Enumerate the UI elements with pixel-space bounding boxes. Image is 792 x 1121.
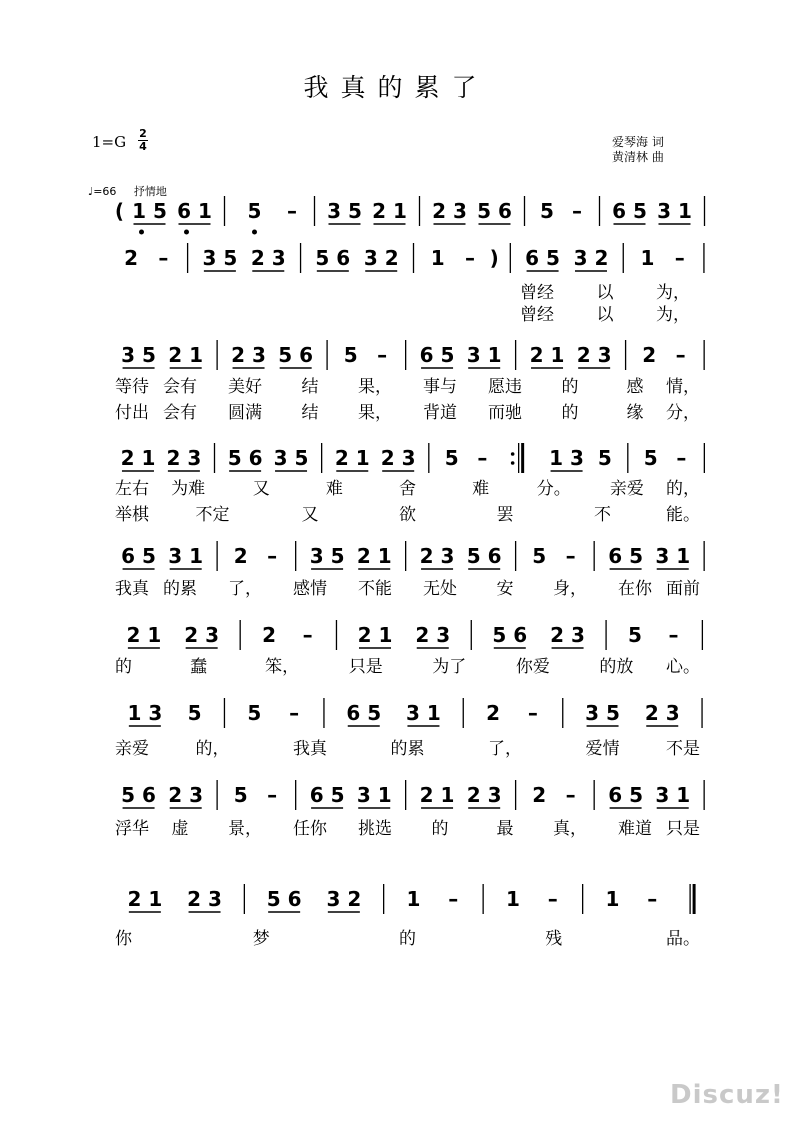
note-group: 6 1 xyxy=(177,199,212,223)
note-group: 1 xyxy=(430,246,445,270)
note-group: 2 3 xyxy=(419,544,455,568)
lyric-word: 不能 xyxy=(358,579,392,599)
lyric-word: 为了 xyxy=(432,657,467,677)
lyric-word: 品。 xyxy=(666,929,700,949)
note-group: 2 1 xyxy=(334,446,370,470)
lyric-word: 在你 xyxy=(618,579,652,599)
lyric-word: 残 xyxy=(545,929,563,949)
note-group: 1 xyxy=(406,887,421,911)
lyric-word: 心。 xyxy=(666,657,700,677)
note-group: 3 1 xyxy=(168,544,204,568)
lyric-word: 身， xyxy=(553,579,587,599)
note-group: 5 xyxy=(343,343,358,367)
note-group: 2 1 xyxy=(419,783,455,807)
lyric-word: 我真 xyxy=(293,739,327,759)
lyric-word: 结 xyxy=(301,403,319,423)
note-group: 6 5 xyxy=(608,544,643,568)
note-group: – xyxy=(287,199,297,223)
lyric-word: 无处 xyxy=(423,579,457,599)
note-group: 2 1 xyxy=(372,199,407,223)
lower-octave-dot xyxy=(252,230,257,235)
note-group: 2 xyxy=(262,623,277,647)
note-group: 3 5 xyxy=(309,544,345,568)
note-group: 2 1 xyxy=(127,887,163,911)
lyric-word: 而驰 xyxy=(488,403,522,423)
lyric-word: 的， xyxy=(666,479,700,499)
note-group: 5 6 xyxy=(266,887,302,911)
lyric-word: 安 xyxy=(496,579,514,599)
lower-octave-dot xyxy=(139,230,144,235)
note-group: 6 5 xyxy=(608,783,643,807)
lyricist-credit: 爱琴海 词 xyxy=(612,135,664,149)
lyric-word: 的放 xyxy=(599,657,634,677)
note-group: 1 xyxy=(640,246,655,270)
lyric-word: 了， xyxy=(488,739,522,759)
lyric-word: 的 xyxy=(431,819,449,839)
key-signature: 1=G xyxy=(92,133,127,151)
note-group: 5 6 xyxy=(227,446,263,470)
note-group: 3 2 xyxy=(326,887,362,911)
lyric-word: 愿违 xyxy=(488,377,522,397)
note-group: 6 5 xyxy=(612,199,647,223)
note-group: – xyxy=(565,783,576,807)
lyric-word: 不定 xyxy=(195,505,230,525)
lyric-word: 感情 xyxy=(293,579,327,599)
note-group: 3 1 xyxy=(655,544,691,568)
note-group: 5 xyxy=(187,701,202,725)
lyric-word: 任你 xyxy=(293,819,327,839)
note-group: 6 5 xyxy=(309,783,345,807)
note-group: – xyxy=(547,887,558,911)
note-group: 2 3 xyxy=(415,623,451,647)
lyric-word: 付出 xyxy=(115,403,149,423)
note-group: 3 1 xyxy=(655,783,691,807)
note-group: 2 3 xyxy=(380,446,416,470)
lyric-word: 分， xyxy=(666,403,700,423)
note-group: – xyxy=(302,623,313,647)
note-group: 3 5 xyxy=(327,199,362,223)
note-group: – xyxy=(565,544,576,568)
lyric-word: 曾经 xyxy=(520,305,554,325)
lyric-word: 左右 xyxy=(115,479,149,499)
lyric-word: 分。 xyxy=(536,479,571,499)
tempo-expression: 抒情地 xyxy=(133,185,167,198)
note-group: 5 6 xyxy=(477,199,512,223)
note-group: 2 3 xyxy=(184,623,220,647)
note-group: 5 6 xyxy=(466,544,502,568)
note-group: 5 xyxy=(597,446,612,470)
lyric-word: 为， xyxy=(656,283,690,303)
lyric-word: 会有 xyxy=(163,377,197,397)
note-group: 1 3 xyxy=(127,701,163,725)
lyric-word: 美好 xyxy=(228,377,262,397)
lyric-word: 果， xyxy=(358,377,392,397)
note-group: 3 5 xyxy=(585,701,620,725)
lyric-word: 的 xyxy=(561,403,579,423)
lyric-word: 难 xyxy=(325,479,343,499)
note-group: – xyxy=(676,446,687,470)
note-group: 1 xyxy=(506,887,520,911)
note-group: 1 xyxy=(605,887,620,911)
note-group: 2 xyxy=(486,701,501,725)
open-paren: ( xyxy=(114,199,125,223)
lyric-word: 最 xyxy=(496,819,514,839)
note-group: 5 xyxy=(628,623,642,647)
note-group: 2 1 xyxy=(356,544,392,568)
tempo-bpm: ♩=66 xyxy=(88,185,117,198)
lyric-word: 又 xyxy=(252,479,270,499)
note-group: 5 xyxy=(540,199,554,223)
lyric-word: 亲爱 xyxy=(115,739,149,759)
note-group: 5 6 xyxy=(315,246,351,270)
lyric-word: 你爱 xyxy=(515,657,550,677)
note-group: 6 5 xyxy=(525,246,560,270)
lower-octave-dot xyxy=(184,230,189,235)
note-group: 2 3 xyxy=(466,783,502,807)
note-group: 2 xyxy=(642,343,657,367)
lyric-word: 又 xyxy=(301,505,319,525)
note-group: 3 5 xyxy=(273,446,309,470)
lyric-word: 罢 xyxy=(496,505,514,525)
note-group: 2 1 xyxy=(357,623,393,647)
lyric-word: 果， xyxy=(358,403,392,423)
note-group: 2 xyxy=(124,246,139,270)
note-group: 6 5 xyxy=(419,343,455,367)
note-group: 2 3 xyxy=(187,887,222,911)
note-group: 2 1 xyxy=(126,623,162,647)
note-group: – xyxy=(267,783,278,807)
note-group: 3 1 xyxy=(466,343,502,367)
note-group: 2 3 xyxy=(231,343,266,367)
lyric-word: 背道 xyxy=(423,403,457,423)
note-group: – xyxy=(464,246,475,270)
note-group: 2 3 xyxy=(432,199,467,223)
note-group: 5 6 xyxy=(121,783,156,807)
note-group: – xyxy=(668,623,679,647)
lyric-word: 的累 xyxy=(390,739,425,759)
lyric-word: 为难 xyxy=(171,479,206,499)
lyric-word: 浮华 xyxy=(115,819,149,839)
lyric-word: 爱情 xyxy=(585,739,620,759)
lyric-word: 难 xyxy=(472,479,490,499)
lyric-word: 为， xyxy=(656,305,690,325)
note-group: – xyxy=(158,246,169,270)
note-group: 5 xyxy=(247,701,262,725)
lyric-word: 虚 xyxy=(171,819,189,839)
lyric-word: 会有 xyxy=(163,403,197,423)
note-group: – xyxy=(448,887,459,911)
note-group: – xyxy=(377,343,388,367)
note-group: – xyxy=(267,544,278,568)
note-group: – xyxy=(477,446,488,470)
note-group: 2 1 xyxy=(168,343,204,367)
repeat-dot xyxy=(511,452,515,456)
lyric-word: 舍 xyxy=(399,479,416,499)
lyric-word: 能。 xyxy=(666,505,700,525)
note-group: 5 6 xyxy=(492,623,528,647)
lyric-word: 只是 xyxy=(666,819,700,839)
lyric-word: 圆满 xyxy=(228,403,262,423)
note-group: 3 2 xyxy=(573,246,609,270)
lyric-word: 感 xyxy=(626,377,644,397)
lyric-word: 不 xyxy=(594,505,611,525)
note-group: 5 6 xyxy=(278,343,314,367)
song-title: 我真的累了 xyxy=(303,73,489,102)
note-group: 3 1 xyxy=(406,701,441,725)
lyric-word: 亲爱 xyxy=(609,479,644,499)
lyric-word: 曾经 xyxy=(520,283,554,303)
lyric-word: 的 xyxy=(115,657,132,677)
note-group: 2 xyxy=(532,783,547,807)
note-group: 2 1 xyxy=(120,446,156,470)
lyric-word: 挑选 xyxy=(358,819,392,839)
note-group: 2 3 xyxy=(550,623,585,647)
close-paren: ) xyxy=(489,246,499,270)
lyric-word: 以 xyxy=(596,305,614,325)
lyric-word: 梦 xyxy=(252,929,270,949)
note-group: 2 1 xyxy=(529,343,565,367)
lyric-word: 事与 xyxy=(423,377,457,397)
note-group: 1 3 xyxy=(549,446,584,470)
lyric-word: 景， xyxy=(228,819,262,839)
time-signature-top: 2 xyxy=(139,127,147,140)
note-group: – xyxy=(572,199,582,223)
lyric-word: 不是 xyxy=(666,739,700,759)
note-group: 2 3 xyxy=(168,783,204,807)
note-group: – xyxy=(675,343,686,367)
lyric-word: 只是 xyxy=(348,657,383,677)
lyric-word: 了， xyxy=(228,579,262,599)
note-group: 3 2 xyxy=(363,246,399,270)
lyric-word: 蠢 xyxy=(190,657,208,677)
lyric-word: 的 xyxy=(399,929,416,949)
lyric-word: 我真 xyxy=(115,579,149,599)
lyric-word: 欲 xyxy=(399,505,416,525)
lyric-word: 的， xyxy=(195,739,230,759)
note-group: 6 5 xyxy=(121,544,156,568)
note-group: 3 5 xyxy=(121,343,156,367)
note-group: 6 5 xyxy=(346,701,382,725)
note-group: 2 xyxy=(233,544,248,568)
lyric-word: 以 xyxy=(596,283,614,303)
note-group: – xyxy=(289,701,300,725)
lyric-word: 等待 xyxy=(115,377,149,397)
note-group: 2 3 xyxy=(250,246,286,270)
time-signature-bottom: 4 xyxy=(139,140,147,153)
note-group: 3 1 xyxy=(356,783,392,807)
lyric-word: 真， xyxy=(553,819,587,839)
note-group: 5 xyxy=(532,544,547,568)
lyric-word: 缘 xyxy=(626,403,644,423)
note-group: 5 xyxy=(643,446,658,470)
repeat-dot xyxy=(511,461,515,465)
lyric-word: 结 xyxy=(301,377,319,397)
note-group: 5 xyxy=(247,199,262,223)
note-group: 1 5 xyxy=(132,199,167,223)
lyric-word: 举棋 xyxy=(115,505,149,525)
lyric-word: 你 xyxy=(115,929,132,949)
lyric-word: 面前 xyxy=(666,579,700,599)
composer-credit: 黄清林 曲 xyxy=(612,150,664,164)
note-group: 2 3 xyxy=(576,343,612,367)
lyric-word: 情， xyxy=(666,377,700,397)
note-group: 2 3 xyxy=(644,701,680,725)
note-group: 5 xyxy=(233,783,248,807)
note-group: – xyxy=(647,887,658,911)
lyric-word: 的 xyxy=(561,377,579,397)
note-group: 5 xyxy=(444,446,459,470)
note-group: – xyxy=(674,246,685,270)
note-group: – xyxy=(527,701,538,725)
note-group: 3 5 xyxy=(202,246,238,270)
note-group: 2 3 xyxy=(166,446,202,470)
lyric-word: 的累 xyxy=(163,579,197,599)
lyric-word: 难道 xyxy=(618,819,652,839)
watermark: Discuz! xyxy=(670,1080,784,1110)
lyric-word: 笨， xyxy=(265,657,300,677)
note-group: 3 1 xyxy=(657,199,692,223)
